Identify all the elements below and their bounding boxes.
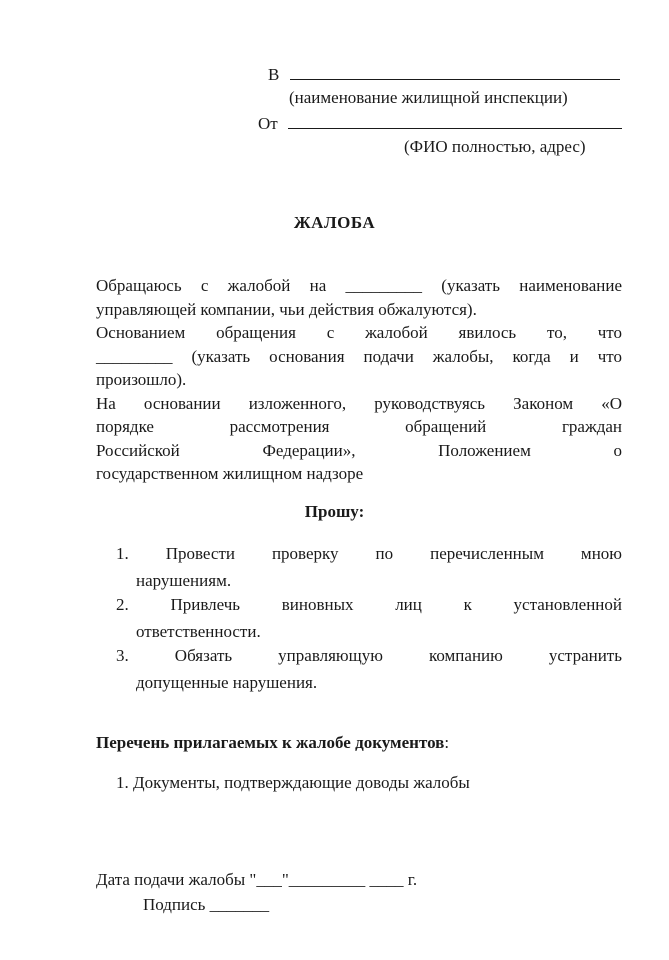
request-item — [116, 642, 622, 696]
request-item-3-cont: допущенные нарушения. — [136, 673, 318, 692]
request-item-2-first: 2. Привлечь виновных лиц к установленной — [116, 595, 622, 614]
attachments-heading — [96, 733, 449, 753]
document-title: ЖАЛОБА — [293, 213, 376, 232]
submission-date: Дата подачи жалобы "___"_________ ____ г. — [96, 870, 418, 889]
from-caption: (ФИО полностью, адрес) — [404, 137, 586, 156]
from-blank — [288, 112, 622, 129]
body-p1-line2: управляющей компании, чьи действия обжалуются). — [96, 299, 477, 319]
to-prefix: В — [268, 65, 280, 84]
request-item-3-first: 3. Обязать управляющую компанию устранить — [116, 646, 622, 665]
to-line — [268, 63, 620, 86]
request-heading: Прошу: — [304, 502, 365, 521]
attachment-item: 1. Документы, подтверждающие доводы жалобы — [116, 773, 470, 792]
request-item-1-cont: нарушениям. — [136, 571, 232, 590]
attachments-heading-text: Перечень прилагаемых к жалобе документов — [96, 733, 445, 752]
body-p2-line1: Основанием обращения с жалобой явилось то, что — [96, 323, 622, 342]
body-p1-line1: Обращаюсь с жалобой на _________ (указать наименование — [96, 276, 622, 295]
body-p3-line3: Российской Федерации», Положением о — [96, 440, 622, 460]
body-p2-line3: произошло). — [96, 370, 187, 389]
to-caption: (наименование жилищной инспекции) — [289, 88, 568, 107]
body-text — [96, 274, 622, 486]
body-p3-line1: На основании изложенного, руководствуясь Законом «О — [96, 393, 622, 413]
attachments-heading-colon: : — [444, 733, 450, 752]
request-item-2-cont: ответственности. — [136, 622, 261, 641]
from-prefix: От — [258, 114, 278, 133]
signature-line: Подпись _______ — [143, 895, 270, 914]
request-item — [116, 540, 622, 594]
to-blank — [290, 63, 620, 80]
request-item — [116, 591, 622, 645]
body-p2-line2: _________ (указать основания подачи жалобы, когда и что — [96, 346, 622, 366]
request-item-1-first: 1. Провести проверку по перечисленным мною — [116, 544, 622, 563]
from-line — [258, 112, 622, 135]
body-p3-line2: порядке рассмотрения обращений граждан — [96, 417, 622, 436]
body-p3-line4: государственном жилищном надзоре — [96, 464, 364, 483]
